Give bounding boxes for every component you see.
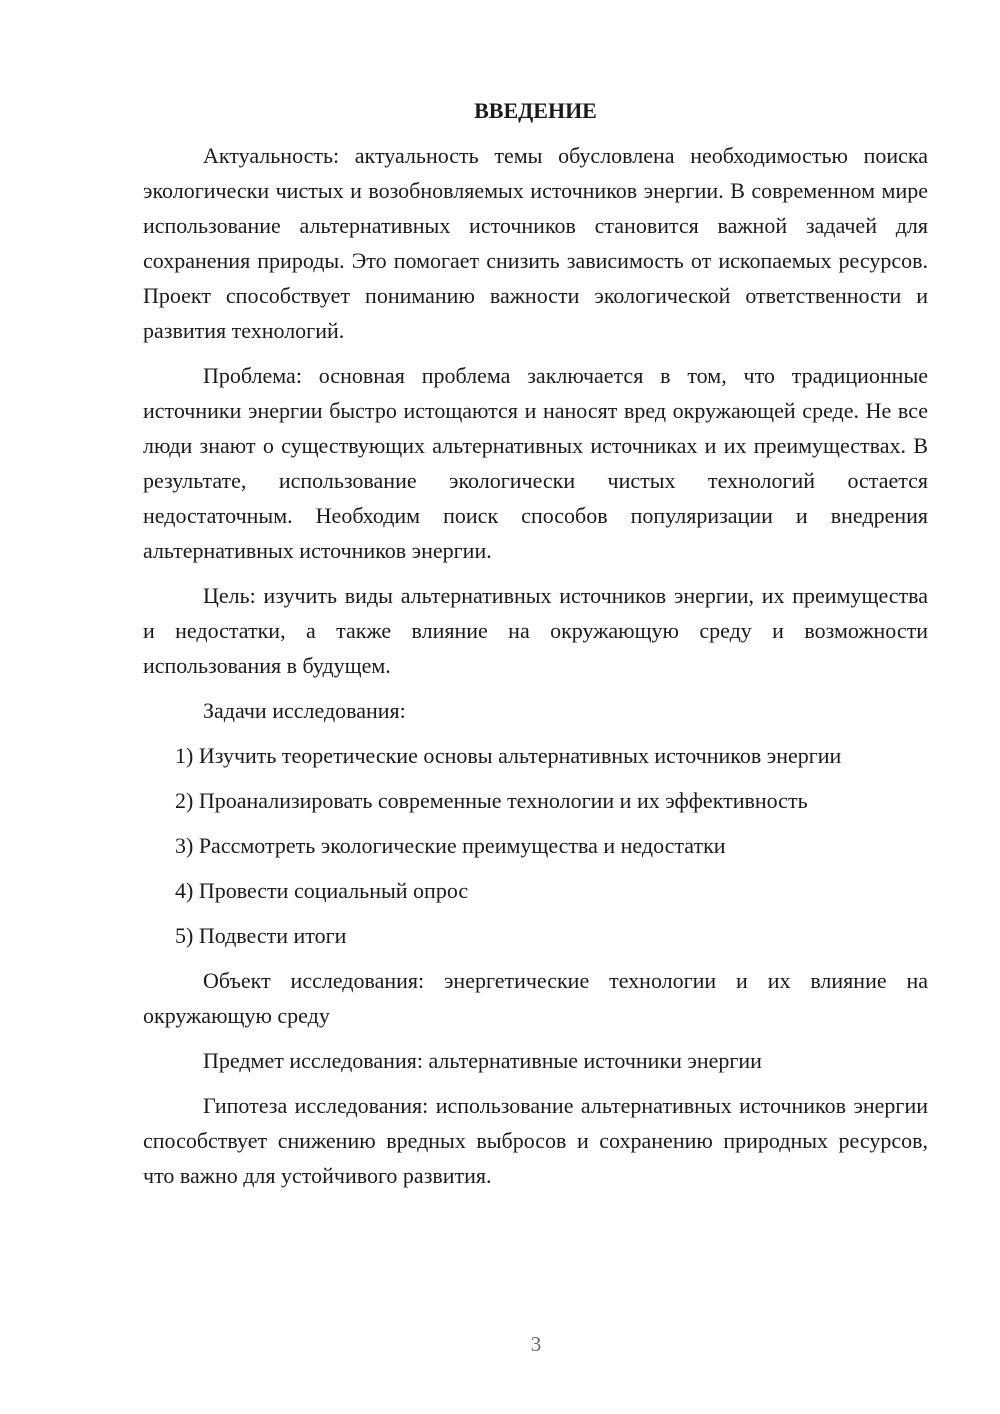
document-page: [143, 93, 928, 1203]
tasks-title: Задачи исследования:: [203, 698, 406, 723]
section-heading: ВВЕДЕНИЕ: [474, 98, 597, 123]
paragraph-object: Объект исследования: энергетические технологии и их влияние на окружающую среду: [143, 968, 928, 1028]
page-number: 3: [530, 1332, 542, 1356]
tasks-list: [143, 738, 928, 953]
paragraph-hypothesis: Гипотеза исследования: использование альтернативных источников энергии способствует снижению вредных выбросов и сохранению природных ресурсов, что важно для устойчивого развития.: [143, 1093, 928, 1188]
task-item-1: 1) Изучить теоретические основы альтернативных источников энергии: [175, 743, 842, 768]
task-item-5: 5) Подвести итоги: [175, 923, 347, 948]
paragraph-goal: Цель: изучить виды альтернативных источников энергии, их преимущества и недостатки, а также влияние на окружающую среду и возможности использования в будущем.: [143, 583, 928, 678]
task-item-4: 4) Провести социальный опрос: [175, 878, 469, 903]
paragraph-problem: Проблема: основная проблема заключается в том, что традиционные источники энергии быстро истощаются и наносят вред окружающей среде. Не все люди знают о существующих альтернативных источниках и их преимуществах. В результате, использование экологически чистых технологий остается недостаточным. Необходим поиск способов популяризации и внедрения альтернативных источников энергии.: [143, 363, 928, 563]
paragraph-relevance: Актуальность: актуальность темы обусловлена необходимостью поиска экологически чистых и возобновляемых источников энергии. В современном мире использование альтернативных источников становится важной задачей для сохранения природы. Это помогает снизить зависимость от ископаемых ресурсов. Проект способствует пониманию важности экологической ответственности и развития технологий.: [143, 143, 928, 343]
task-item-3: 3) Рассмотреть экологические преимущества и недостатки: [175, 833, 726, 858]
paragraph-subject: Предмет исследования: альтернативные источники энергии: [203, 1048, 762, 1073]
task-item-2: 2) Проанализировать современные технологии и их эффективность: [175, 788, 808, 813]
